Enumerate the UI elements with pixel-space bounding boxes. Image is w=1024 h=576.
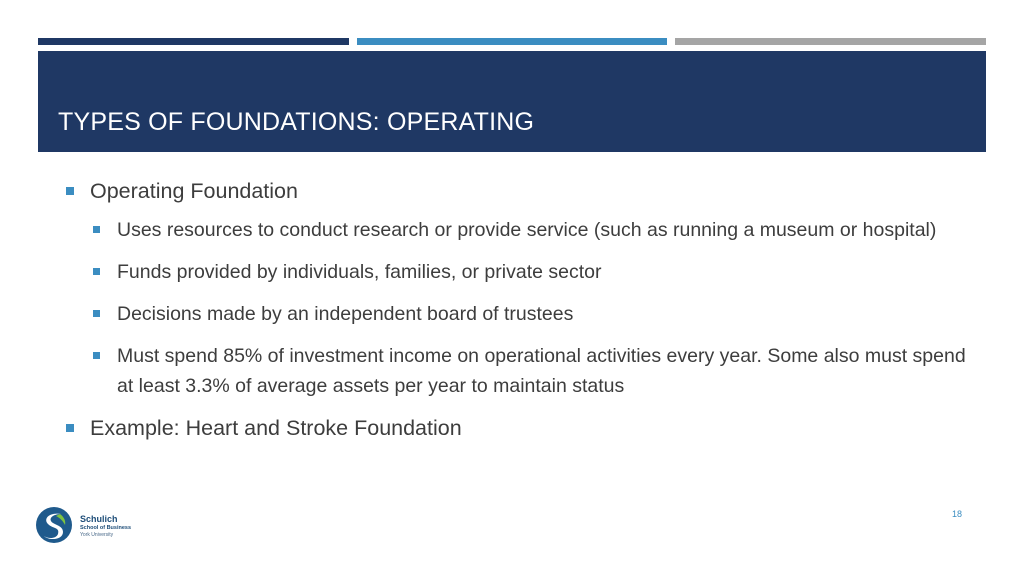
bullet-text: Operating Foundation [90, 179, 298, 203]
sub-bullet-item [93, 215, 976, 245]
sub-bullet-text: Must spend 85% of investment income on operational activities every year. Some also must spend at least 3.3% of average assets per year to maintain status [117, 345, 966, 397]
accent-bar-blue [357, 38, 667, 45]
sub-bullet-item [93, 341, 976, 401]
logo-school: School of Business [80, 525, 132, 531]
square-bullet-icon [93, 268, 100, 275]
bullet-text: Example: Heart and Stroke Foundation [90, 416, 462, 440]
square-bullet-icon [93, 310, 100, 317]
slide-title: TYPES OF FOUNDATIONS: OPERATING [58, 108, 535, 136]
square-bullet-icon [93, 226, 100, 233]
page-number: 18 [952, 509, 963, 519]
logo-name: Schulich [80, 514, 118, 524]
schulich-logo-icon [34, 505, 74, 545]
square-bullet-icon [66, 424, 74, 432]
bullet-list [66, 176, 976, 452]
accent-bar-navy [38, 38, 349, 45]
square-bullet-icon [93, 352, 100, 359]
sub-bullet-text: Uses resources to conduct research or provide service (such as running a museum or hospital) [117, 219, 937, 241]
logo-university: York University [80, 532, 114, 538]
sub-bullet-text: Funds provided by individuals, families, or private sector [117, 261, 602, 283]
schulich-logo [34, 505, 154, 549]
sub-bullet-item [93, 299, 976, 329]
bullet-item [66, 176, 976, 206]
bullet-item [66, 413, 976, 443]
title-band [38, 51, 986, 152]
sub-bullet-item [93, 257, 976, 287]
accent-bar-gray [675, 38, 986, 45]
square-bullet-icon [66, 187, 74, 195]
sub-bullet-text: Decisions made by an independent board of trustees [117, 303, 574, 325]
